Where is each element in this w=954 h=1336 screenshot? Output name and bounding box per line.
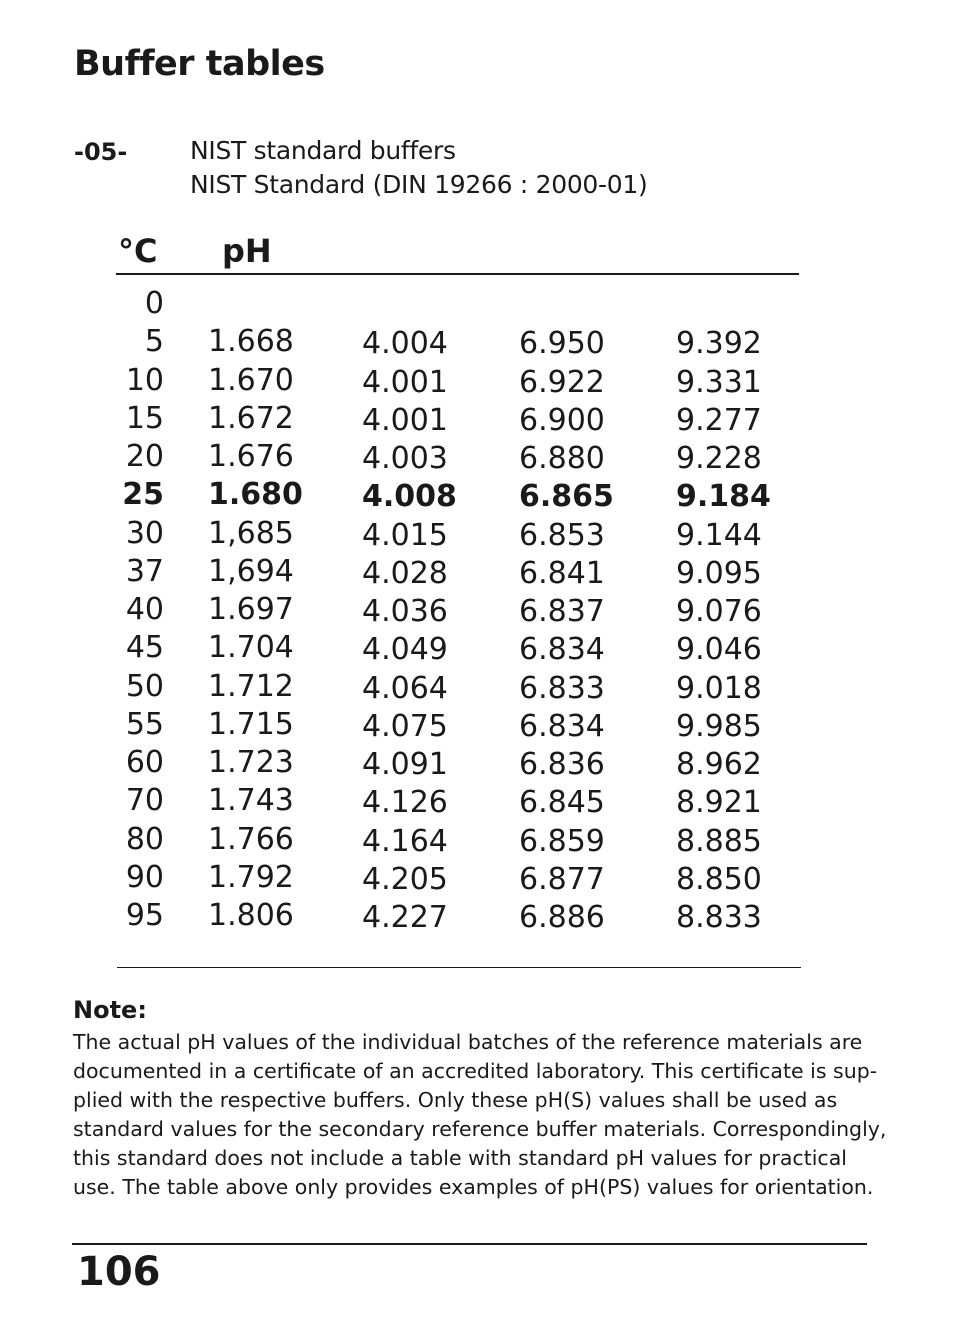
ph-value-cell: 6.950: [519, 326, 605, 362]
table-row: [0, 592, 954, 630]
ph-value-cell: 4.205: [362, 861, 448, 897]
section-subtitle: NIST standard buffers: [190, 136, 456, 165]
temperature-cell: 70: [125, 783, 164, 819]
ph-value-cell: 9.277: [676, 402, 762, 438]
ph-value-cell: 1.704: [208, 630, 294, 666]
ph-value-cell: 4.126: [362, 785, 448, 821]
temperature-cell: 0: [144, 286, 164, 321]
ph-value-cell: 9.076: [676, 594, 762, 629]
ph-value-cell: 1,694: [208, 553, 294, 589]
note-line: standard values for the secondary reference buffer materials. Correspondingly,: [73, 1117, 887, 1141]
table-row: [0, 439, 954, 477]
temperature-cell: 37: [125, 553, 164, 589]
table-row: [0, 363, 954, 401]
ph-value-cell: 4.003: [362, 441, 448, 476]
table-row: [0, 860, 954, 898]
ph-value-cell: 4.015: [362, 517, 448, 553]
ph-value-cell: 1.670: [208, 362, 294, 398]
table-top-rule: [116, 273, 799, 275]
temperature-cell: 5: [144, 324, 164, 360]
note-line: The actual pH values of the individual batches of the reference materials are: [73, 1030, 863, 1054]
table-row: [0, 707, 954, 745]
note-text: [73, 1028, 887, 1202]
table-row: [0, 822, 954, 860]
ph-value-cell: 1.676: [208, 439, 294, 474]
ph-value-cell: 4.091: [362, 747, 448, 782]
section-code: -05-: [74, 138, 128, 166]
table-row: [0, 745, 954, 783]
ph-value-cell: 6.833: [519, 670, 605, 706]
ph-value-cell: 6.853: [519, 517, 605, 553]
ph-value-cell: 8.921: [676, 785, 762, 821]
ph-value-cell: 4.004: [362, 326, 448, 362]
ph-value-cell: 9.228: [676, 441, 762, 476]
buffer-table: [0, 286, 954, 936]
temperature-cell: 15: [125, 400, 164, 436]
page-title: Buffer tables: [74, 44, 325, 84]
note-title: Note:: [73, 996, 147, 1024]
ph-value-cell: 8.833: [676, 900, 762, 935]
ph-value-cell: 1.792: [208, 859, 294, 895]
ph-value-cell: 1.668: [208, 324, 294, 360]
note-line: plied with the respective buffers. Only these pH(S) values shall be used as: [73, 1088, 838, 1112]
temperature-cell: 20: [125, 439, 164, 474]
ph-value-cell: 1.715: [208, 706, 294, 742]
ph-value-cell: 9.095: [676, 555, 762, 591]
table-row: [0, 898, 954, 936]
table-row: [0, 324, 954, 362]
section-standard: NIST Standard (DIN 19266 : 2000-01): [190, 170, 648, 199]
ph-value-cell: 1.680: [208, 477, 303, 513]
ph-value-cell: 8.885: [676, 823, 762, 859]
ph-value-cell: 4.164: [362, 823, 448, 859]
ph-value-cell: 9.018: [676, 670, 762, 706]
ph-value-cell: 1,685: [208, 515, 294, 551]
temperature-cell: 55: [125, 706, 164, 742]
note-line: documented in a certificate of an accredited laboratory. This certificate is sup-: [73, 1059, 878, 1083]
temperature-cell: 45: [125, 630, 164, 666]
ph-value-cell: 9.331: [676, 364, 762, 400]
ph-value-cell: 6.922: [519, 364, 605, 400]
table-row: [0, 669, 954, 707]
page-number: 106: [77, 1249, 161, 1295]
ph-value-cell: 4.227: [362, 900, 448, 935]
table-row: [0, 477, 954, 515]
ph-value-cell: 1.806: [208, 898, 294, 933]
ph-value-cell: 9.144: [676, 517, 762, 553]
ph-value-cell: 6.859: [519, 823, 605, 859]
ph-value-cell: 6.880: [519, 441, 605, 476]
table-row: [0, 516, 954, 554]
ph-value-cell: 4.075: [362, 708, 448, 744]
ph-value-cell: 6.877: [519, 861, 605, 897]
ph-value-cell: 6.841: [519, 555, 605, 591]
ph-value-cell: 6.836: [519, 747, 605, 782]
temperature-cell: 90: [125, 859, 164, 895]
ph-value-cell: 4.064: [362, 670, 448, 706]
ph-value-cell: 9.184: [676, 479, 771, 515]
ph-value-cell: 6.845: [519, 785, 605, 821]
table-bottom-rule: [117, 967, 801, 968]
ph-value-cell: 1.743: [208, 783, 294, 819]
ph-value-cell: 4.028: [362, 555, 448, 591]
temperature-cell: 40: [125, 592, 164, 627]
ph-value-cell: 1.672: [208, 400, 294, 436]
ph-value-cell: 1.697: [208, 592, 294, 627]
table-row: [0, 401, 954, 439]
ph-value-cell: 6.865: [519, 479, 614, 515]
note-line: this standard does not include a table with standard pH values for practical: [73, 1146, 847, 1170]
ph-value-cell: 9.985: [676, 708, 762, 744]
ph-value-cell: 6.886: [519, 900, 605, 935]
temperature-cell: 95: [125, 898, 164, 933]
ph-value-cell: 6.900: [519, 402, 605, 438]
table-row: [0, 286, 954, 324]
ph-value-cell: 9.392: [676, 326, 762, 362]
ph-column-header: pH: [222, 232, 272, 270]
ph-value-cell: 6.834: [519, 708, 605, 744]
footer-rule: [72, 1243, 867, 1245]
ph-value-cell: 9.046: [676, 632, 762, 668]
temperature-cell: 60: [125, 745, 164, 780]
table-row: [0, 630, 954, 668]
temperature-cell: 10: [125, 362, 164, 398]
ph-value-cell: 4.001: [362, 364, 448, 400]
table-row: [0, 554, 954, 592]
ph-value-cell: 4.008: [362, 479, 457, 515]
table-row: [0, 783, 954, 821]
ph-value-cell: 1.723: [208, 745, 294, 780]
ph-value-cell: 6.834: [519, 632, 605, 668]
note-line: use. The table above only provides examples of pH(PS) values for orientation.: [73, 1175, 874, 1199]
ph-value-cell: 6.837: [519, 594, 605, 629]
ph-value-cell: 4.001: [362, 402, 448, 438]
ph-value-cell: 4.049: [362, 632, 448, 668]
ph-value-cell: 8.962: [676, 747, 762, 782]
temperature-column-header: °C: [118, 232, 158, 270]
ph-value-cell: 1.766: [208, 821, 294, 857]
temperature-cell: 80: [125, 821, 164, 857]
temperature-cell: 25: [122, 477, 164, 513]
ph-value-cell: 4.036: [362, 594, 448, 629]
temperature-cell: 50: [125, 668, 164, 704]
ph-value-cell: 1.712: [208, 668, 294, 704]
ph-value-cell: 8.850: [676, 861, 762, 897]
temperature-cell: 30: [125, 515, 164, 551]
